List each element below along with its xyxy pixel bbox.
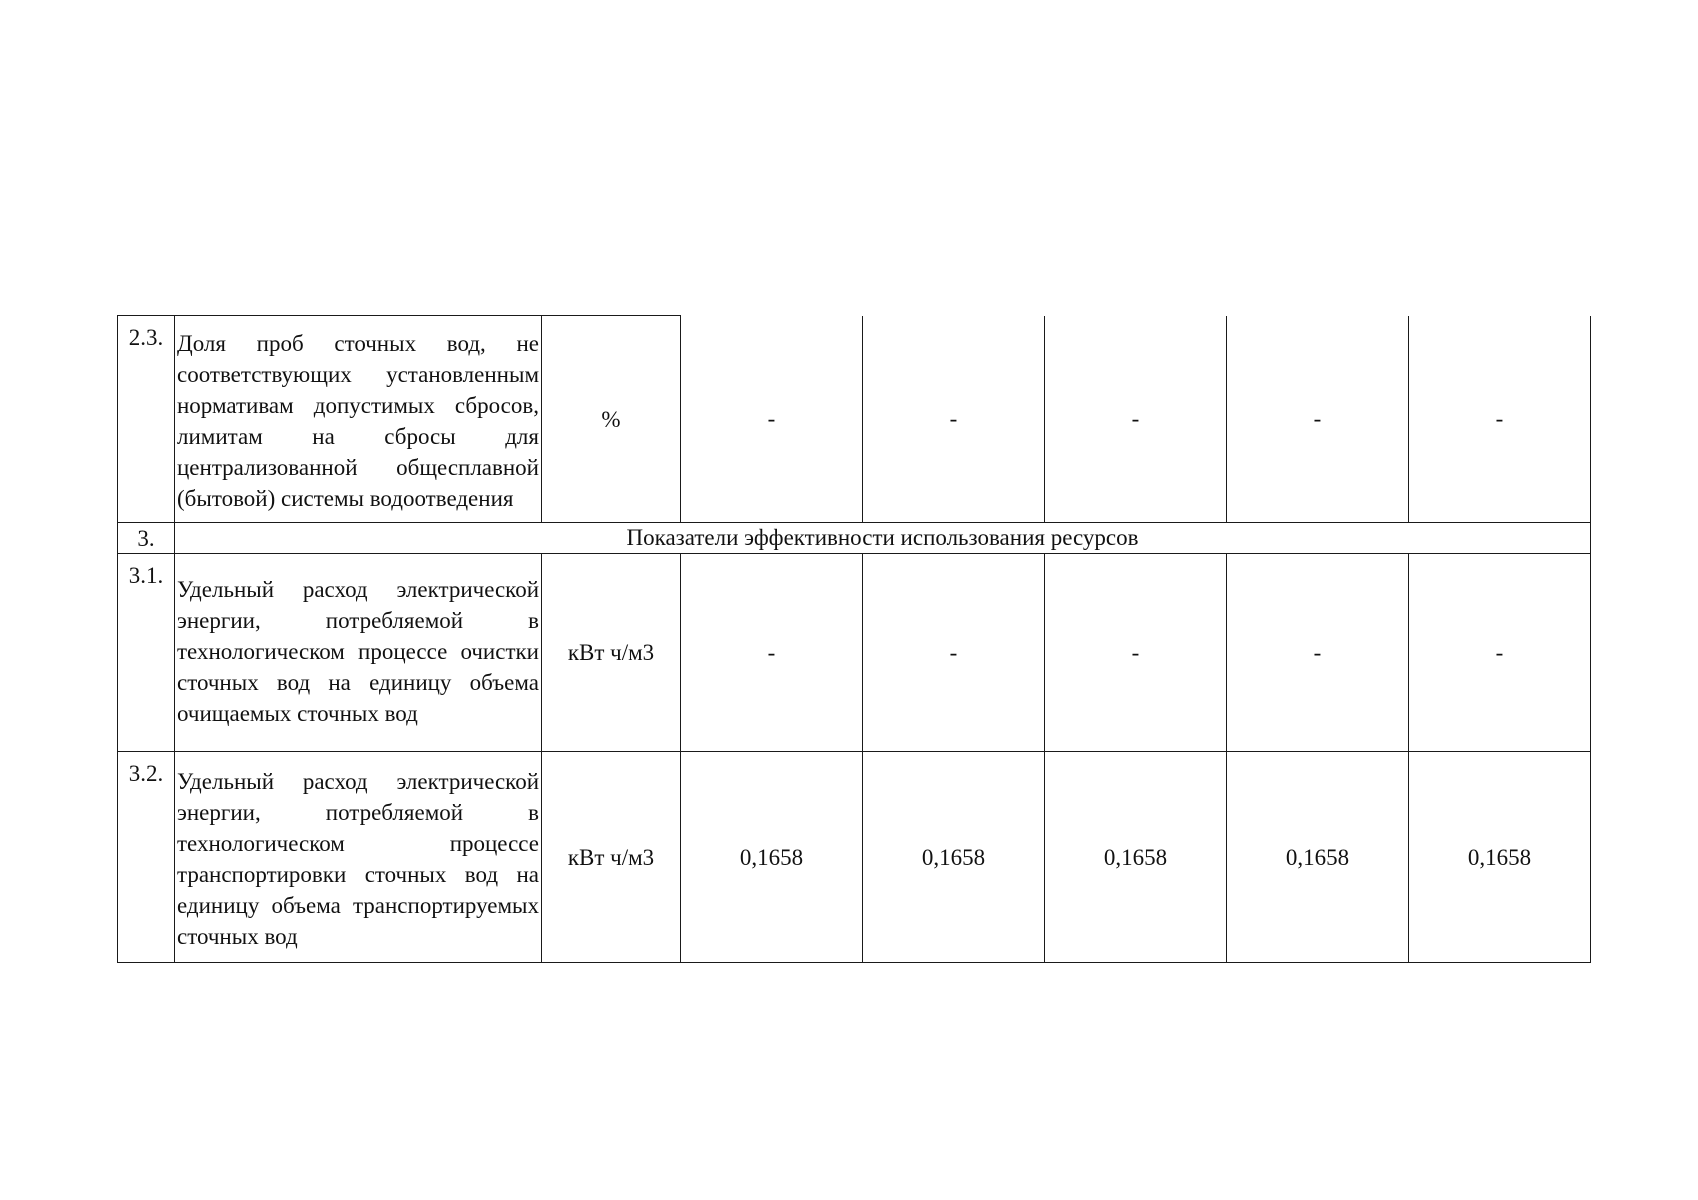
row-value: - xyxy=(1409,554,1591,752)
row-number: 2.3. xyxy=(118,316,175,523)
row-value: - xyxy=(681,554,863,752)
section-number: 3. xyxy=(118,523,175,554)
row-description: Доля проб сточных вод, не соответствующих установленным нормативам допустимых сбросов, лимитам на сбросы для централизованной общесплавной (бытовой) системы водоотведения xyxy=(175,316,542,523)
table-row xyxy=(118,752,1591,963)
row-value: 0,1658 xyxy=(681,752,863,963)
indicators-table xyxy=(117,315,1591,963)
row-number: 3.1. xyxy=(118,554,175,752)
row-value: 0,1658 xyxy=(863,752,1045,963)
row-value: 0,1658 xyxy=(1227,752,1409,963)
row-unit: кВт ч/м3 xyxy=(542,554,681,752)
row-value: - xyxy=(1409,316,1591,523)
row-unit: кВт ч/м3 xyxy=(542,752,681,963)
row-value: - xyxy=(1227,316,1409,523)
row-value: 0,1658 xyxy=(1045,752,1227,963)
section-title: Показатели эффективности использования ресурсов xyxy=(175,523,1591,554)
row-value: - xyxy=(1227,554,1409,752)
row-description: Удельный расход электрической энергии, потребляемой в технологическом процессе транспортировки сточных вод на единицу объема транспортируемых сточных вод xyxy=(175,752,542,963)
row-value: - xyxy=(863,316,1045,523)
row-description: Удельный расход электрической энергии, потребляемой в технологическом процессе очистки сточных вод на единицу объема очищаемых сточных вод xyxy=(175,554,542,752)
row-value: - xyxy=(681,316,863,523)
table-row xyxy=(118,554,1591,752)
row-value: - xyxy=(1045,554,1227,752)
row-value: 0,1658 xyxy=(1409,752,1591,963)
row-unit: % xyxy=(542,316,681,523)
row-value: - xyxy=(1045,316,1227,523)
section-header-row xyxy=(118,523,1591,554)
row-value: - xyxy=(863,554,1045,752)
row-number: 3.2. xyxy=(118,752,175,963)
table-row xyxy=(118,316,1591,523)
